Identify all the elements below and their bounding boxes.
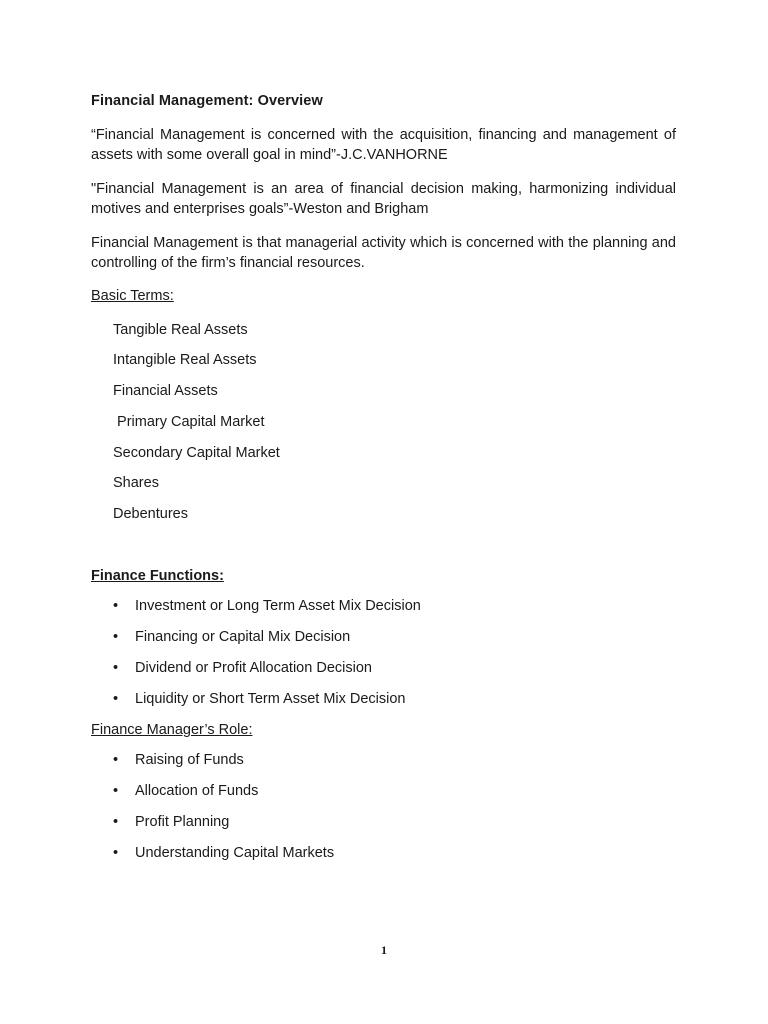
bullet-icon: •: [113, 814, 119, 830]
basic-term-item: Shares: [113, 475, 159, 491]
bullet-icon: •: [113, 752, 119, 768]
finance-function-label: Liquidity or Short Term Asset Mix Decision: [135, 691, 406, 707]
manager-role-label: Understanding Capital Markets: [135, 845, 335, 861]
vanhorne-quote-paragraph: “Financial Management is concerned with the acquisition, financing and management of assets with some overall goal in mind”-J.C.VANHORNE: [91, 127, 676, 163]
basic-term-item: Intangible Real Assets: [113, 352, 257, 368]
finance-functions-heading: Finance Functions:: [91, 568, 224, 584]
basic-term-item: Debentures: [113, 506, 188, 522]
finance-function-label: Investment or Long Term Asset Mix Decision: [135, 598, 421, 614]
page-number: 1: [381, 943, 387, 957]
bullet-icon: •: [113, 783, 119, 799]
bullet-icon: •: [113, 691, 119, 707]
bullet-icon: •: [113, 660, 119, 676]
manager-role-label: Raising of Funds: [135, 752, 244, 768]
finance-function-label: Financing or Capital Mix Decision: [135, 629, 351, 645]
finance-function-label: Dividend or Profit Allocation Decision: [135, 660, 372, 676]
basic-terms-heading: Basic Terms:: [91, 288, 174, 304]
bullet-icon: •: [113, 629, 119, 645]
basic-term-item: Tangible Real Assets: [113, 322, 248, 338]
finance-manager-role-heading: Finance Manager’s Role:: [91, 722, 253, 738]
definition-paragraph: Financial Management is that managerial activity which is concerned with the planning and controlling of the firm’s financial resources.: [91, 235, 676, 271]
document-title: Financial Management: Overview: [91, 93, 323, 109]
manager-role-label: Allocation of Funds: [135, 783, 259, 799]
basic-term-item: Primary Capital Market: [113, 414, 265, 430]
basic-term-item: Secondary Capital Market: [113, 445, 280, 461]
basic-term-item: Financial Assets: [113, 383, 218, 399]
bullet-icon: •: [113, 845, 119, 861]
weston-brigham-quote-paragraph: "Financial Management is an area of financial decision making, harmonizing individual motives and enterprises goals”-Weston and Brigham: [91, 181, 676, 217]
bullet-icon: •: [113, 598, 119, 614]
manager-role-label: Profit Planning: [135, 814, 230, 830]
